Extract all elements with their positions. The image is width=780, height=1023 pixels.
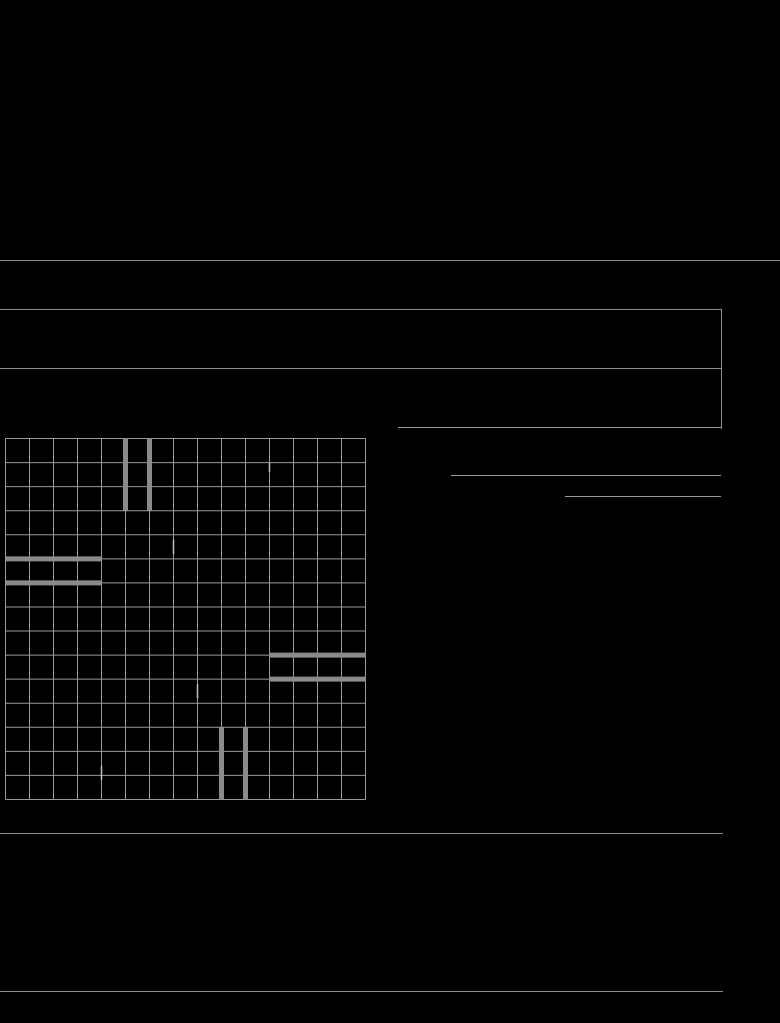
info-line-1 [398, 427, 722, 428]
panel-middle-border [0, 368, 722, 369]
info-line-2 [451, 475, 721, 476]
panel-top-border [0, 309, 722, 310]
panel-right-border [721, 309, 722, 429]
info-line-3 [565, 496, 721, 497]
board-background [5, 438, 366, 800]
bottom-divider-1 [0, 833, 723, 834]
bottom-divider-2 [0, 991, 723, 992]
top-divider [0, 260, 780, 261]
game-board[interactable] [5, 438, 366, 800]
game-board-grid[interactable] [5, 438, 366, 800]
